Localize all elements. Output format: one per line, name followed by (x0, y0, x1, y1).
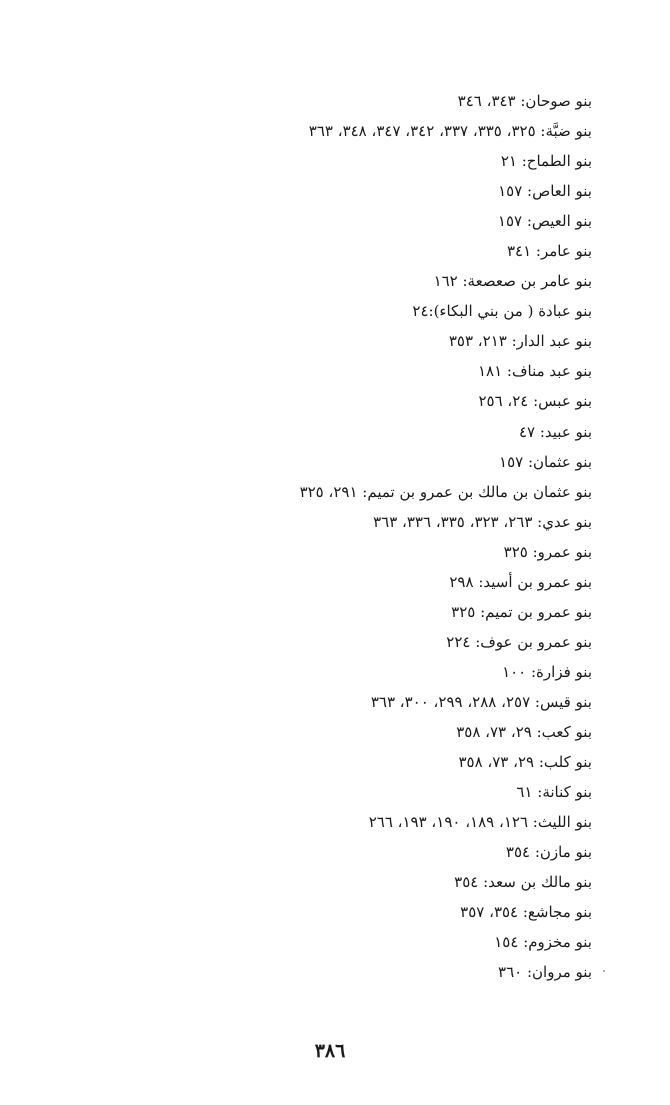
index-entry: بنو صوحان: ٣٤٣، ٣٤٦ (457, 92, 592, 110)
index-entry: بنو كلب: ٢٩، ٧٣، ٣٥٨ (458, 753, 592, 772)
index-entry: بنو عبد مناف: ١٨١ (477, 362, 592, 381)
index-entry: بنو عامر: ٣٤١ (506, 242, 592, 261)
index-entry: بنو مازن: ٣٥٤ (505, 843, 592, 862)
page-number: ٣٨٦ (314, 1040, 346, 1062)
index-entry: بنو عثمان بن مالك بن عمرو بن تميم: ٢٩١، ٣٢٥ (299, 482, 592, 501)
index-entry-list (72, 86, 592, 987)
index-entry: بنو العيص: ١٥٧ (497, 212, 592, 231)
index-entry: بنو عبيد: ٤٧ (518, 422, 592, 441)
scan-speck (603, 970, 605, 972)
index-entry: بنو عامر بن صعصعة: ١٦٢ (433, 272, 592, 291)
index-entry: بنو الطماح: ٢١ (500, 152, 592, 171)
index-entry: بنو كنانة: ٦١ (516, 783, 592, 802)
index-entry: بنو عبد الدار: ٢١٣، ٣٥٣ (448, 332, 592, 351)
index-entry: بنو عدي: ٢٦٣، ٣٢٣، ٣٣٥، ٣٣٦، ٣٦٣ (373, 512, 592, 531)
index-entry: بنو مالك بن سعد: ٣٥٤ (454, 873, 592, 892)
index-entry: بنو عمرو بن أسيد: ٢٩٨ (449, 572, 592, 591)
index-entry: بنو عمرو بن عوف: ٢٢٤ (446, 632, 592, 651)
index-entry: بنو عمرو: ٣٢٥ (503, 542, 592, 561)
index-entry: بنو عمرو بن تميم: ٣٢٥ (451, 602, 592, 621)
index-entry: بنو العاص: ١٥٧ (498, 182, 592, 201)
index-entry: بنو كعب: ٢٩، ٧٣، ٣٥٨ (456, 722, 592, 741)
index-entry: بنو مخزوم: ١٥٤ (494, 933, 592, 952)
index-entry: بنو الليث: ١٢٦، ١٨٩، ١٩٠، ١٩٣، ٢٦٦ (368, 813, 592, 832)
index-entry: بنو عثمان: ١٥٧ (499, 452, 592, 471)
index-entry: بنو عبادة ( من بني البكاء):٢٤ (412, 302, 592, 321)
index-entry: بنو فزارة: ١٠٠ (502, 662, 592, 681)
index-entry: بنو مروان: ٣٦٠ (498, 963, 592, 982)
index-entry: بنو قيس: ٢٥٧، ٢٨٨، ٢٩٩، ٣٠٠، ٣٦٣ (370, 692, 592, 711)
index-entry: بنو مجاشع: ٣٥٤، ٣٥٧ (460, 903, 592, 922)
index-entry: بنو عبس: ٢٤، ٢٥٦ (478, 392, 592, 411)
index-entry: بنو ضبَّة: ٣٢٥، ٣٣٥، ٣٣٧، ٣٤٢، ٣٤٧، ٣٤٨، ٣٦٣ (308, 122, 592, 141)
